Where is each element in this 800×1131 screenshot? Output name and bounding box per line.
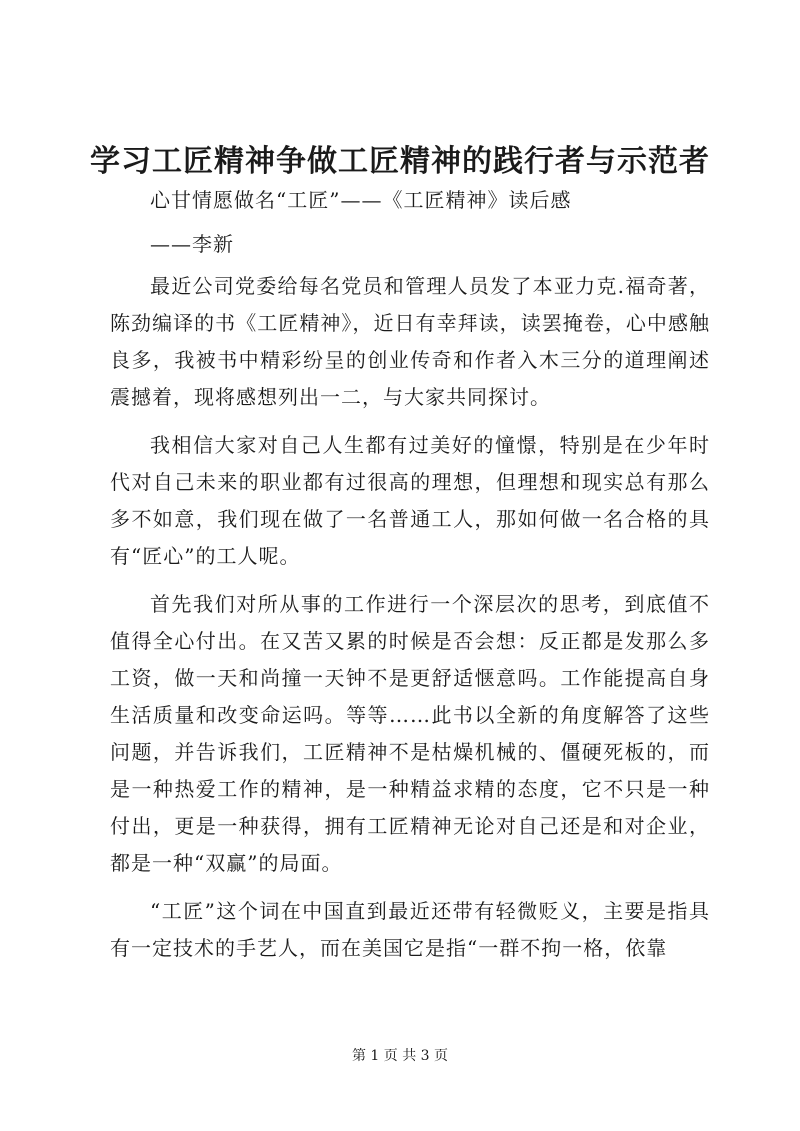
paragraph: 首先我们对所从事的工作进行一个深层次的思考，到底值不值得全心付出。在又苦又累的时候是否会想：反正都是发那么多工资，做一天和尚撞一天钟不是更舒适惬意吗。工作能提高自身生活质量和改变命运吗。等等……此书以全新的角度解答了这些问题，并告诉我们，工匠精神不是枯燥机械的、僵硬死板的，而是一种热爱工作的精神，是一种精益求精的态度，它不只是一种付出，更是一种获得，拥有工匠精神无论对自己还是和对企业，都是一种“双赢”的局面。 [110,592,710,875]
document-body [110,268,710,978]
document-title: 学习工匠精神争做工匠精神的践行者与示范者 [90,144,710,179]
paragraph: “工匠”这个词在中国直到最近还带有轻微贬义，主要是指具有一定技术的手艺人，而在美国它是指“一群不拘一格，依靠 [110,899,710,960]
document-subtitle: 心甘情愿做名“工匠”——《工匠精神》读后感 [150,188,572,212]
paragraph: 最近公司党委给每名党员和管理人员发了本亚力克.福奇著，陈劲编译的书《工匠精神》，近日有幸拜读，读罢掩卷，心中感触良多，我被书中精彩纷呈的创业传奇和作者入木三分的道理阐述震撼着，现将感想列出一二，与大家共同探讨。 [110,274,710,409]
paragraph: 我相信大家对自己人生都有过美好的憧憬，特别是在少年时代对自己未来的职业都有过很高的理想，但理想和现实总有那么多不如意，我们现在做了一名普通工人，那如何做一名合格的具有“匠心”的工人呢。 [110,433,710,568]
page-number-footer: 第 1 页 共 3 页 [351,1048,449,1064]
document-author: ——李新 [150,232,234,256]
